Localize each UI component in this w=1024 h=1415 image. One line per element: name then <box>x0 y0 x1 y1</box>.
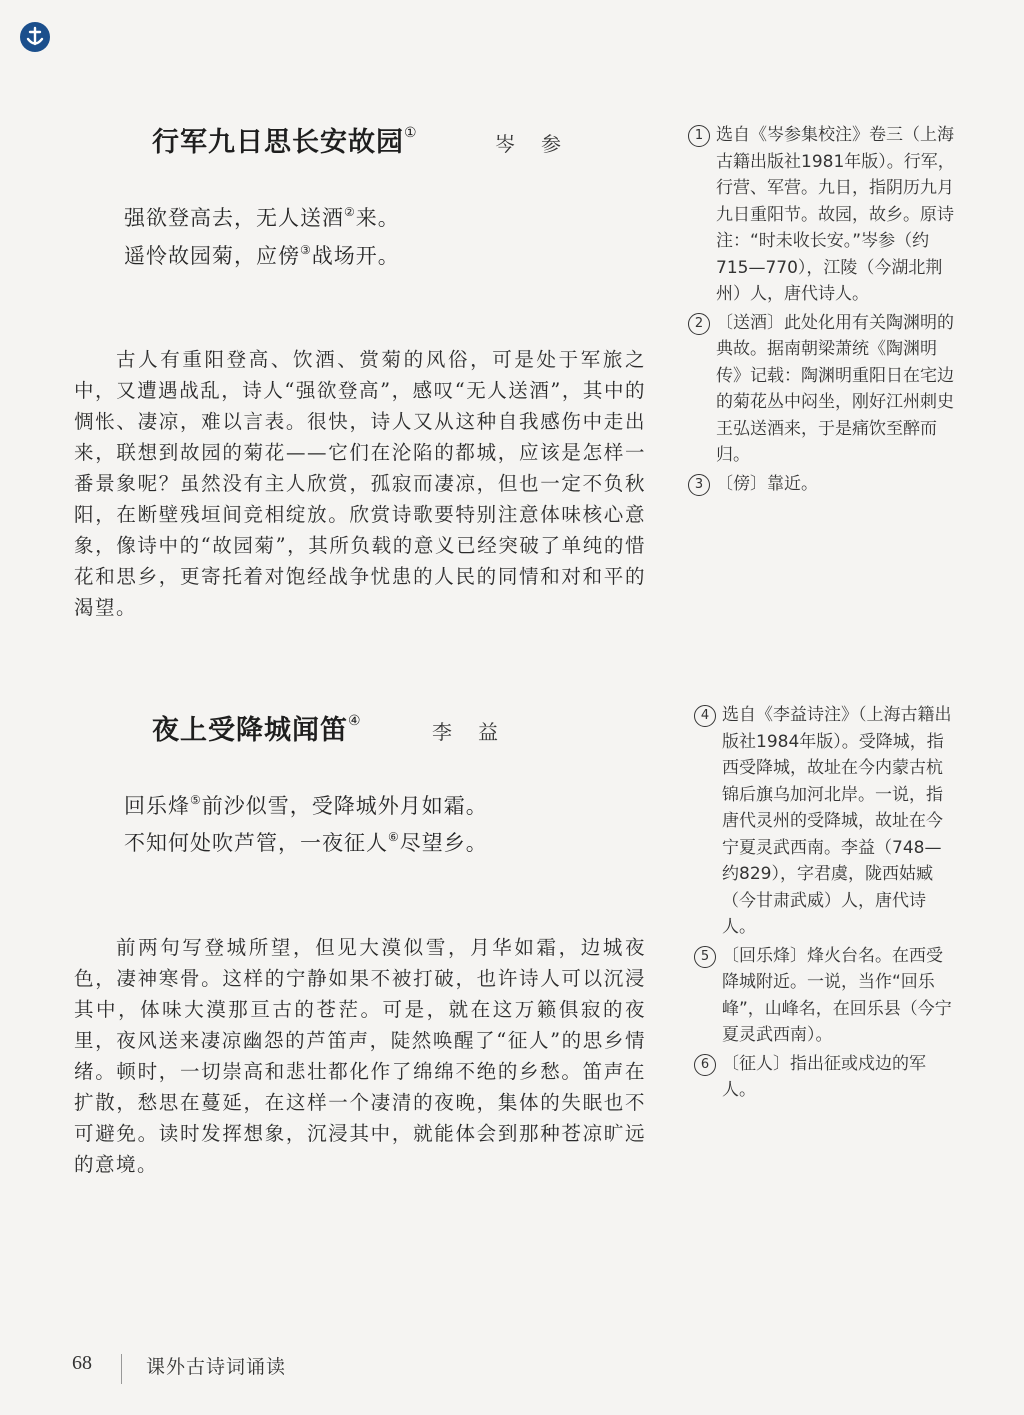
footnote-marker: ③ <box>300 243 312 257</box>
footnote-number: 4 <box>694 705 716 727</box>
poem-line: 强欲登高去，无人送酒②来。 <box>124 205 400 230</box>
footer-divider <box>121 1354 122 1384</box>
footnote-marker: ⑥ <box>388 830 400 844</box>
poem-title: 夜上受降城闻笛④ <box>152 713 362 746</box>
anchor-logo-icon <box>20 22 50 52</box>
footnotes <box>688 122 956 497</box>
poem-line: 回乐烽⑤前沙似雪，受降城外月如霜。 <box>124 793 488 818</box>
footnote-number: 6 <box>694 1054 716 1076</box>
footnote: 3 〔傍〕靠近。 <box>688 471 956 498</box>
footnote-number: 2 <box>688 313 710 335</box>
footnote-number: 5 <box>694 946 716 968</box>
footnotes <box>694 702 958 1104</box>
footnote-number: 3 <box>688 474 710 496</box>
footnote: 1 选自《岑参集校注》卷三（上海古籍出版社1981年版）。行军，行营、军营。九日，指阴历九月九日重阳节。故园，故乡。原诗注：“时未收长安。”岑参（约715—770），江陵（今湖北荆州）人，唐代诗人。 <box>688 122 956 308</box>
footnote-marker: ⑤ <box>190 793 202 807</box>
commentary-paragraph: 前两句写登城所望，但见大漠似雪，月华如霜，边城夜色，凄神寒骨。这样的宁静如果不被打破，也许诗人可以沉浸其中，体味大漠那亘古的苍茫。可是，就在这万籁俱寂的夜里，夜风送来凄凉幽怨的芦笛声，陡然唤醒了“征人”的思乡情绪。顿时，一切崇高和悲壮都化作了绵绵不绝的乡愁。笛声在扩散，愁思在蔓延，在这样一个凄清的夜晚，集体的失眠也不可避免。读时发挥想象，沉浸其中，就能体会到那种苍凉旷远的意境。 <box>74 936 646 1176</box>
poem-line: 遥怜故园菊，应傍③战场开。 <box>124 243 400 268</box>
poem-author: 岑参 <box>495 132 587 156</box>
footnote: 4 选自《李益诗注》（上海古籍出版社1984年版）。受降城，指西受降城，故址在今内蒙古杭锦后旗乌加河北岸。一说，指唐代灵州的受降城，故址在今宁夏灵武西南。李益（748—约829），字君虞，陇西姑臧（今甘肃武威）人，唐代诗人。 <box>694 702 958 941</box>
footnote-marker: ④ <box>348 713 362 729</box>
footnote: 2 〔送酒〕此处化用有关陶渊明的典故。据南朝梁萧统《陶渊明传》记载：陶渊明重阳日在宅边的菊花丛中闷坐，刚好江州刺史王弘送酒来，于是痛饮至醉而归。 <box>688 310 956 469</box>
running-footer-title: 课外古诗词诵读 <box>146 1356 287 1378</box>
footnote-marker: ② <box>344 205 356 219</box>
commentary-paragraph: 古人有重阳登高、饮酒、赏菊的风俗，可是处于军旅之中，又遭遇战乱，诗人“强欲登高”，感叹“无人送酒”，其中的惆怅、凄凉，难以言表。很快，诗人又从这种自我感伤中走出来，联想到故园的菊花——它们在沦陷的都城，应该是怎样一番景象呢？虽然没有主人欣赏，孤寂而凄凉，但也一定不负秋阳，在断壁残垣间竞相绽放。欣赏诗歌要特别注意体味核心意象，像诗中的“故园菊”，其所负载的意义已经突破了单纯的惜花和思乡，更寄托着对饱经战争忧患的人民的同情和对和平的渴望。 <box>74 348 646 619</box>
footnote-marker: ① <box>404 125 418 141</box>
poem-author: 李益 <box>432 720 524 744</box>
footnote: 5 〔回乐烽〕烽火台名。在西受降城附近。一说，当作“回乐峰”，山峰名，在回乐县（今宁夏灵武西南）。 <box>694 943 958 1049</box>
page-number: 68 <box>72 1352 92 1374</box>
poem-title: 行军九日思长安故园① <box>152 125 418 158</box>
footnote: 6 〔征人〕指出征或戍边的军人。 <box>694 1051 958 1104</box>
poem-line: 不知何处吹芦管，一夜征人⑥尽望乡。 <box>124 830 488 855</box>
footnote-number: 1 <box>688 125 710 147</box>
